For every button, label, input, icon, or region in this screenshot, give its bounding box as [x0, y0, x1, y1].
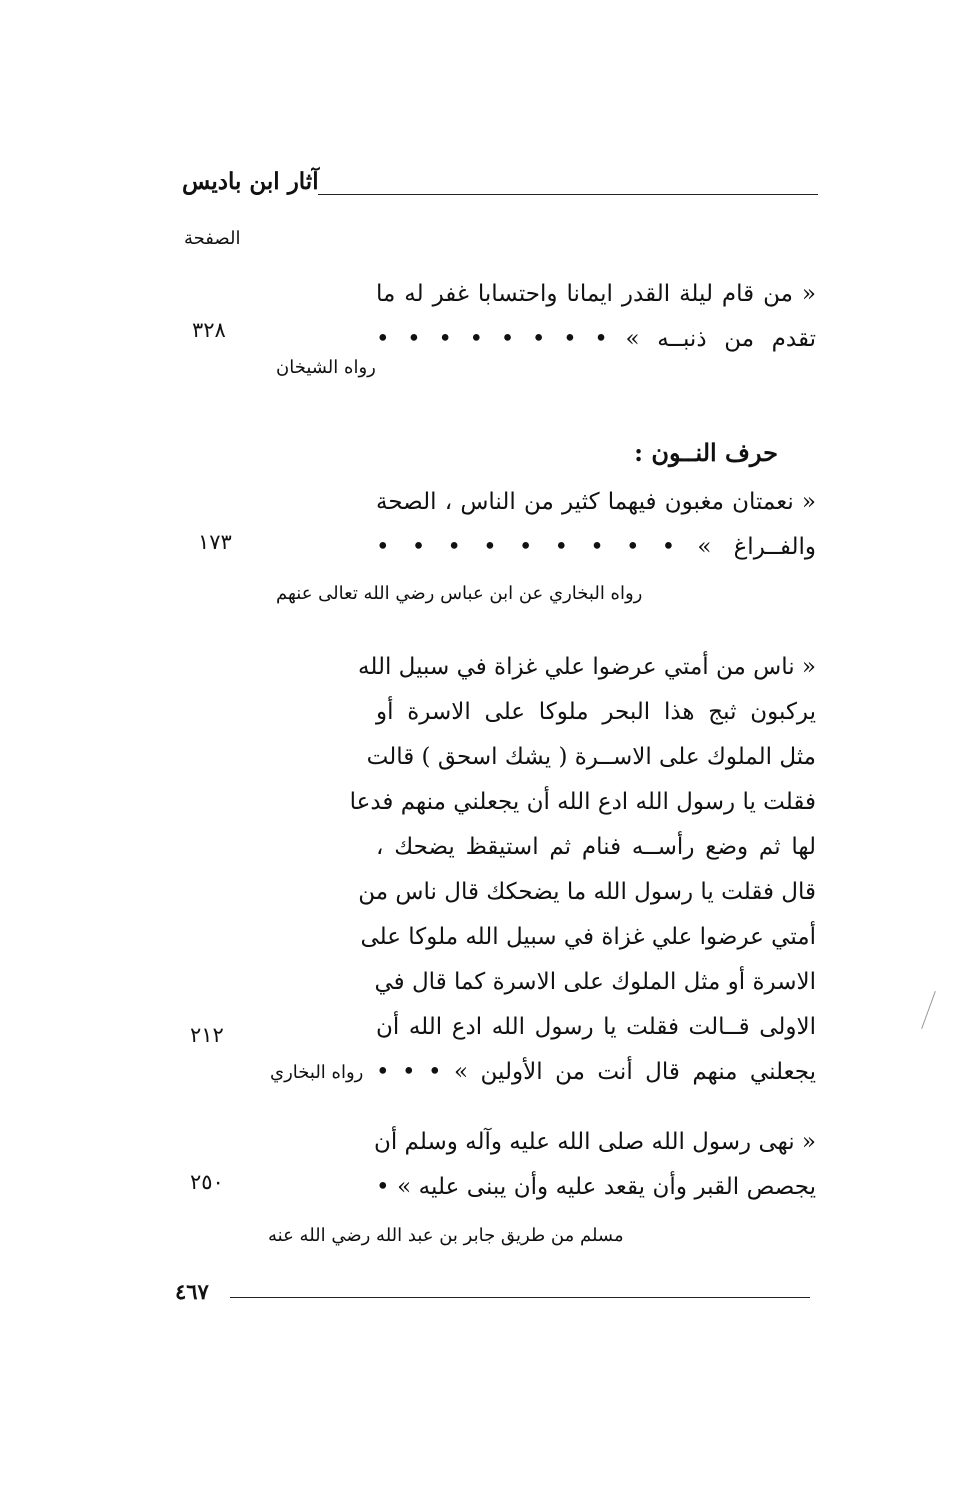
hadith-source: رواه البخاري عن ابن عباس رضي الله تعالى عنهم	[276, 583, 643, 604]
hadith-line: تقدم من ذنبــه » • • • • • • • •	[376, 326, 816, 352]
page-column-label: الصفحة	[184, 228, 241, 249]
hadith-source: رواه البخاري	[270, 1062, 364, 1083]
scan-mark	[921, 991, 936, 1029]
hadith-line: لها ثم وضع رأســه فنام ثم استيقظ يضحك ،	[376, 834, 816, 860]
hadith-line: قال فقلت يا رسول الله ما يضحكك قال ناس من	[358, 879, 816, 905]
hadith-line: فقلت يا رسول الله ادع الله أن يجعلني منهم فدعا	[349, 789, 816, 815]
section-heading: حرف النــون :	[634, 438, 778, 467]
running-header-title: آثار ابن باديس	[182, 168, 319, 195]
hadith-line: يجصص القبر وأن يقعد عليه وأن يبنى عليه » •	[376, 1174, 816, 1200]
hadith-line: يركبون ثبج هذا البحر ملوكا على الاسرة أو	[376, 699, 816, 725]
hadith-text	[349, 645, 816, 1095]
hadith-line: والفــراغ » • • • • • • • • •	[376, 534, 816, 560]
hadith-line: أمتي عرضوا علي غزاة في سبيل الله ملوكا على	[360, 924, 816, 950]
page-reference: ١٧٣	[198, 530, 232, 554]
hadith-line: « من قام ليلة القدر ايمانا واحتسابا غفر له ما	[376, 281, 816, 307]
hadith-line: « نعمتان مغبون فيهما كثير من الناس ، الصحة	[376, 489, 816, 515]
footer-page-number: ٤٦٧	[175, 1279, 209, 1304]
hadith-line: الاولى قــالت فقلت يا رسول الله ادع الله أن	[376, 1014, 816, 1040]
page-reference: ٣٢٨	[192, 318, 226, 342]
hadith-line: الاسرة أو مثل الملوك على الاسرة كما قال في	[374, 969, 816, 995]
hadith-line: مثل الملوك على الاســرة ( يشك اسحق ) قالت	[366, 744, 816, 770]
footer-rule	[230, 1297, 810, 1298]
hadith-text	[376, 480, 816, 570]
hadith-text	[373, 1120, 816, 1210]
header-rule	[318, 194, 818, 195]
hadith-text	[376, 272, 816, 362]
page-reference: ٢٥٠	[190, 1170, 224, 1194]
hadith-line: يجعلني منهم قال أنت من الأولين » • • •	[376, 1059, 816, 1085]
hadith-line: « نهى رسول الله صلى الله عليه وآله وسلم أن	[373, 1129, 816, 1155]
hadith-line: « ناس من أمتي عرضوا علي غزاة في سبيل الله	[358, 654, 816, 680]
hadith-source: رواه الشيخان	[276, 357, 376, 378]
hadith-source: مسلم من طريق جابر بن عبد الله رضي الله عنه	[268, 1225, 624, 1246]
page-reference: ٢١٢	[190, 1023, 224, 1047]
